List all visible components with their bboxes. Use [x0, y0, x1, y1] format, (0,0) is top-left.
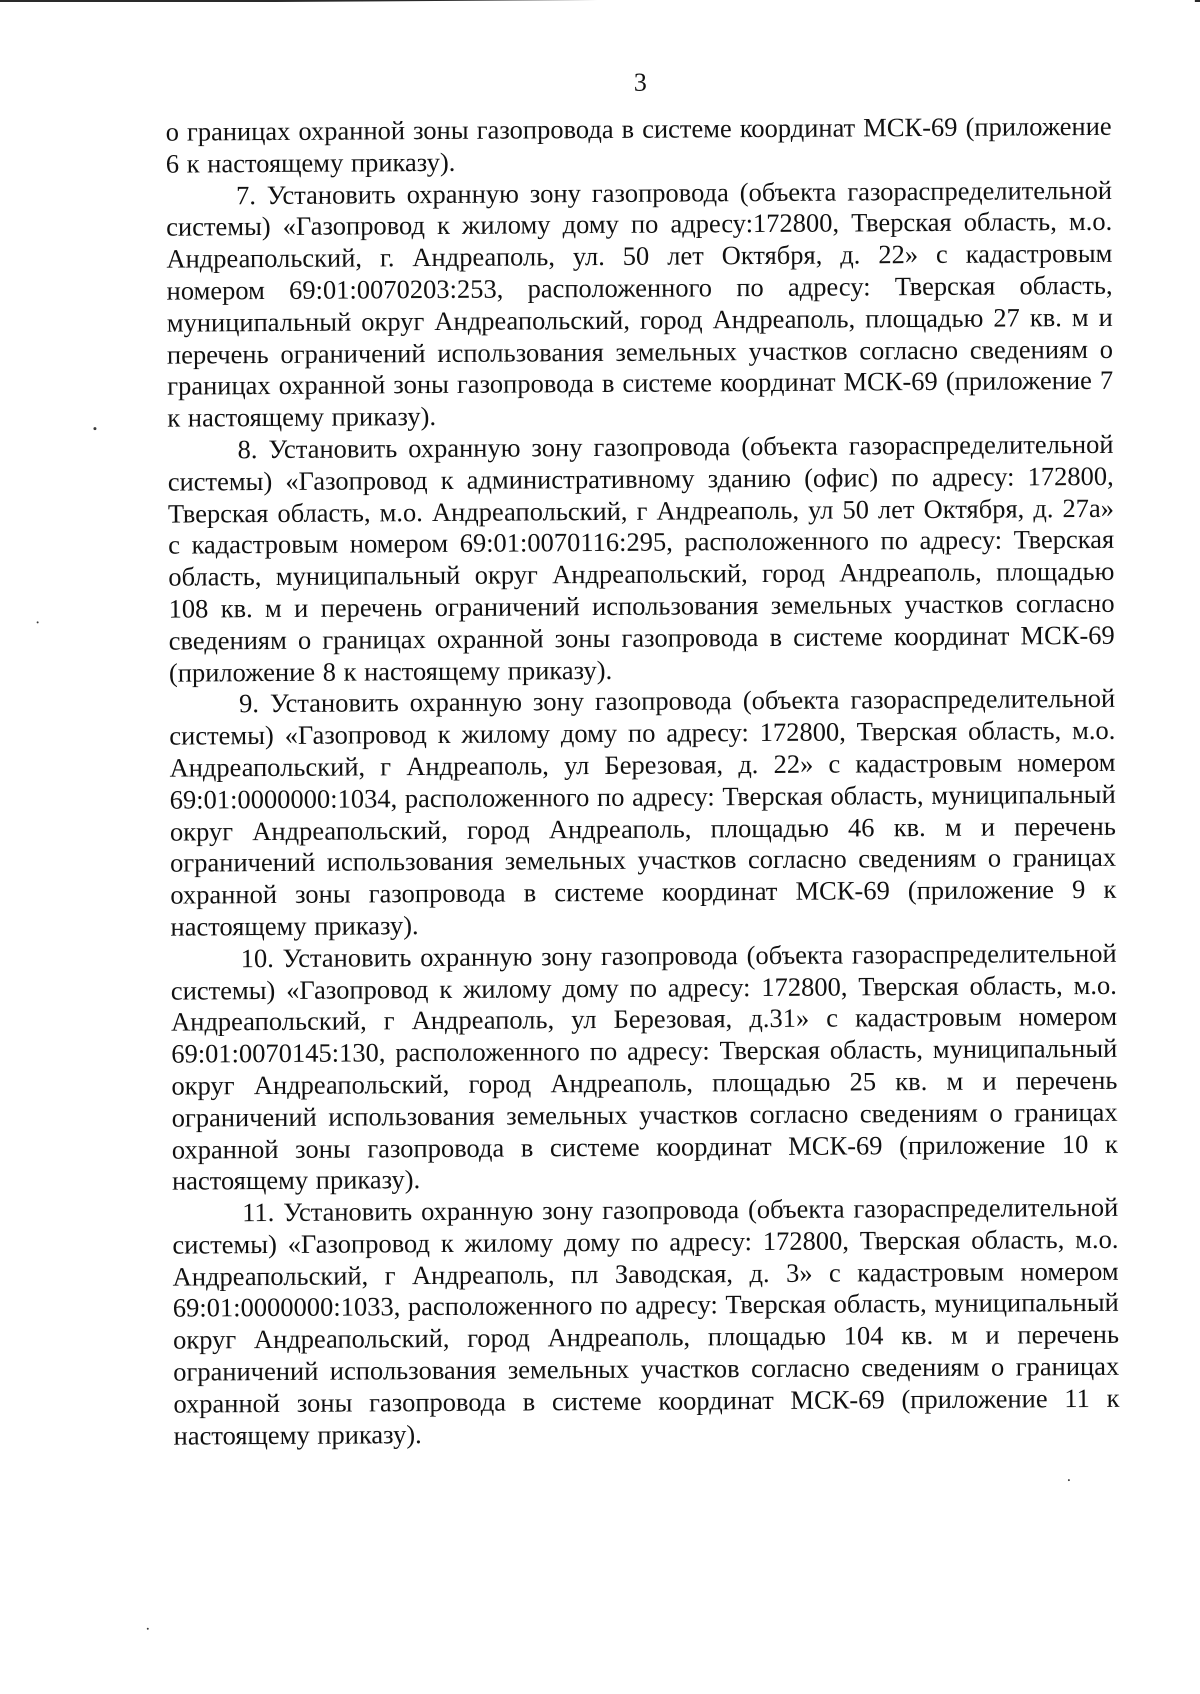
document-body	[166, 111, 1120, 1452]
scan-speck	[37, 621, 39, 623]
scan-speck	[93, 427, 96, 430]
paragraph-item-11: 11. Установить охранную зону газопровода (объекта газораспределительной системы) «Газопровод к жилому дому по адресу: 172800, Тверская область, м.о. Андреапольский, г Андреаполь, пл Заводская, д. 3» с кадастровым номером 69:01:0000000:1033, расположенного по адресу: Тверская область, муниципальный округ Андреапольский, город Андреаполь, площадью 104 кв. м и перечень ограничений использования земельных участков согласно сведениям о границах охранной зоны газопровода в системе координат МСК-69 (приложение 11 к настоящему приказу).	[172, 1191, 1120, 1451]
paragraph-item-10: 10. Установить охранную зону газопровода (объекта газораспределительной системы) «Газопровод к жилому дому по адресу: 172800, Тверская область, м.о. Андреапольский, г Андреаполь, ул Березовая, д.31» с кадастровым номером 69:01:0070145:130, расположенного по адресу: Тверская область, муниципальный округ Андреапольский, город Андреаполь, площадью 25 кв. м и перечень ограничений использования земельных участков согласно сведениям о границах охранной зоны газопровода в системе координат МСК-69 (приложение 10 к настоящему приказу).	[170, 937, 1118, 1196]
paragraph-item-9: 9. Установить охранную зону газопровода (объекта газораспределительной системы) «Газопровод к жилому дому по адресу: 172800, Тверская область, м.о. Андреапольский, г Андреаполь, ул Березовая, д. 22» с кадастровым номером 69:01:0000000:1034, расположенного по адресу: Тверская область, муниципальный округ Андреапольский, город Андреаполь, площадью 46 кв. м и перечень ограничений использования земельных участков согласно сведениям о границах охранной зоны газопровода в системе координат МСК-69 (приложение 9 к настоящему приказу).	[169, 683, 1117, 942]
paragraph-item-8: 8. Установить охранную зону газопровода (объекта газораспределительной системы) «Газопровод к административному зданию (офис) по адресу: 172800, Тверская область, м.о. Андреапольский, г Андреаполь, ул 50 лет Октября, д. 27а» с кадастровым номером 69:01:0070116:295, расположенного по адресу: Тверская область, муниципальный округ Андреапольский, город Андреаполь, площадью 108 кв. м и перечень ограничений использования земельных участков согласно сведениям о границах охранной зоны газопровода в системе координат МСК-69 (приложение 8 к настоящему приказу).	[167, 428, 1115, 688]
scan-speck	[1068, 1479, 1070, 1481]
paragraph-item-7: 7. Установить охранную зону газопровода (объекта газораспределительной системы) «Газопровод к жилому дому по адресу:172800, Тверская область, м.о. Андреапольский, г. Андреаполь, ул. 50 лет Октября, д. 22» с кадастровым номером 69:01:0070203:253, расположенного по адресу: Тверская область, муниципальный округ Андреапольский, город Андреаполь, площадью 27 кв. м и перечень ограничений использования земельных участков согласно сведениям о границах охранной зоны газопровода в системе координат МСК-69 (приложение 7 к настоящему приказу).	[166, 174, 1114, 433]
scan-speck	[147, 1628, 149, 1630]
paragraph-continuation: о границах охранной зоны газопровода в системе координат МСК-69 (приложение 6 к настоящему приказу).	[165, 110, 1112, 179]
page-number: 3	[633, 67, 647, 97]
